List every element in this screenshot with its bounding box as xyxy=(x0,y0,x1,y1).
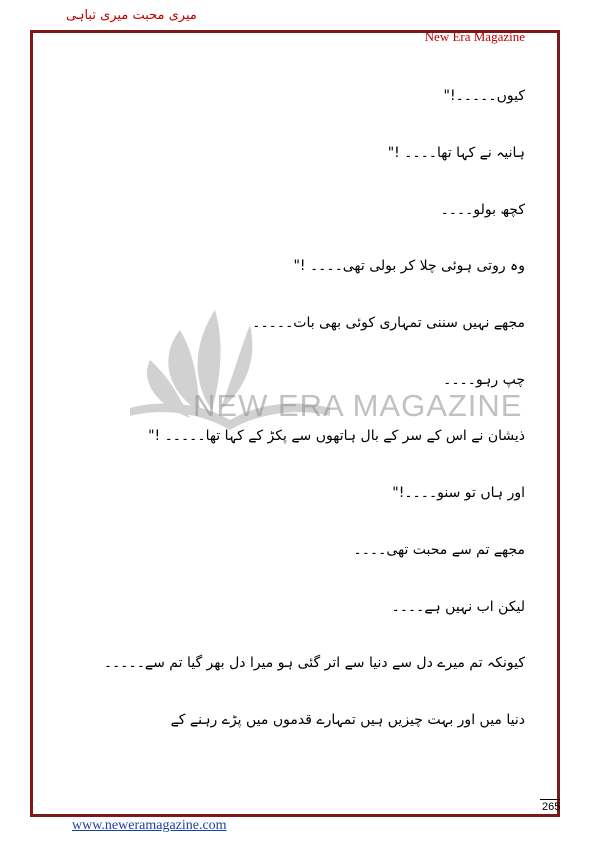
header-title: میری محبت میری تباہی xyxy=(66,8,197,23)
text-line: اور ہاں تو سنو۔۔۔۔!" xyxy=(392,485,525,501)
text-line: کیوں۔۔۔۔۔!" xyxy=(443,88,525,104)
magazine-name: New Era Magazine xyxy=(424,29,525,44)
text-line: ہانیہ نے کہا تھا۔۔۔۔ !" xyxy=(387,145,525,161)
text-line: ذیشان نے اس کے سر کے بال ہاتھوں سے پکڑ کے کہا تھا۔۔۔۔۔ !" xyxy=(148,428,525,444)
text-line: مجھے تم سے محبت تھی۔۔۔۔ xyxy=(353,542,525,558)
page-number: 265 xyxy=(542,801,561,813)
text-line: دنیا میں اور بہت چیزیں ہیں تمہارے قدموں میں پڑے رہنے کے xyxy=(170,712,525,728)
text-line: کچھ بولو۔۔۔۔ xyxy=(440,202,525,218)
text-line: مجھے نہیں سننی تمہاری کوئی بھی بات۔۔۔۔۔ xyxy=(252,315,525,331)
text-line: وہ روتی ہوئی چلا کر بولی تھی۔۔۔۔ !" xyxy=(293,258,525,274)
page-number-rule xyxy=(540,799,560,800)
text-line: کیونکہ تم میرے دل سے دنیا سے اتر گئی ہو میرا دل بھر گیا تم سے۔۔۔۔۔ xyxy=(103,655,525,671)
text-line: لیکن اب نہیں ہے۔۔۔۔ xyxy=(391,599,525,615)
footer-link[interactable]: www.neweramagazine.com xyxy=(72,818,227,833)
text-line: چپ رہو۔۔۔۔ xyxy=(443,372,525,388)
watermark-text: NEW ERA MAGAZINE xyxy=(193,388,523,423)
